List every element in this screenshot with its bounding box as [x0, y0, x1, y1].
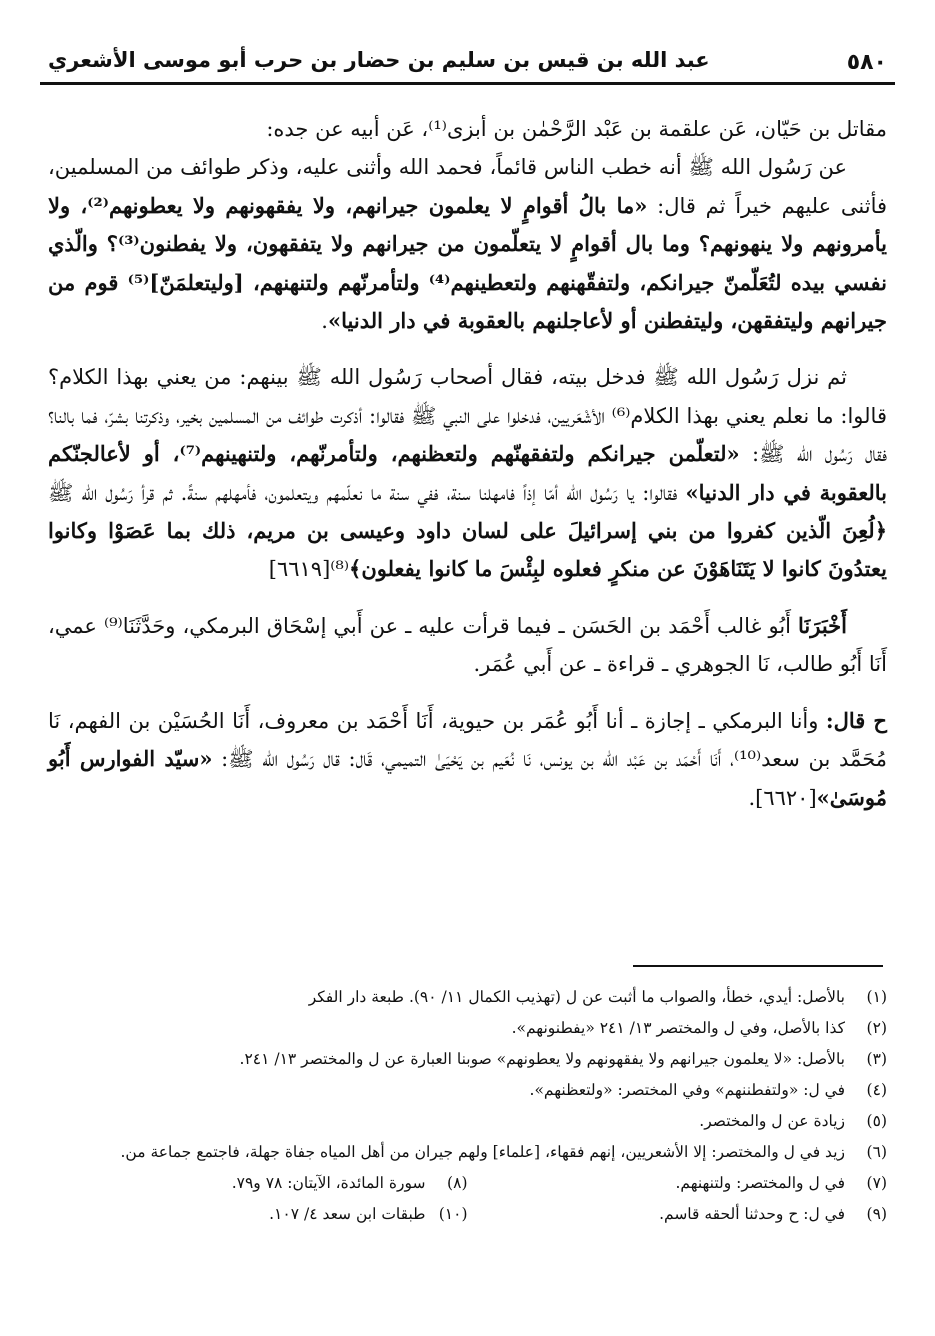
ha-qal-text: وأنا البرمكي ـ إجازة ـ أنا أَبُو عُمَر بن حيوية، أَنَا أَحْمَد بن معروف، أَنَا الحُسَيْن بن الفهم، نَا مُحَمَّد بن سعد⁽¹⁰⁾، أَنَا أَحْمَد بن عَبْد الله بن يونس، نَا نُعَيم بن يَحْيَىٰ التميمي، قَال: قال رَسُول الله ﷺ: [48, 708, 888, 772]
footnote-item [48, 1013, 887, 1044]
footnote-item [48, 1199, 468, 1230]
footnote-number: (٩) [866, 1205, 887, 1223]
footnote-number: (٧) [866, 1174, 887, 1192]
page-number: ٥٨٠ [846, 50, 887, 75]
footnote-item [48, 1137, 887, 1168]
footnote-number: (١) [866, 988, 887, 1006]
footnote-text: بالأصل: أيدي، خطأ، والصواب ما أثبت عن ل (تهذيب الكمال ١١/ ٩٠). طبعة دار الفكر [308, 988, 845, 1006]
footnote-text: بالأصل: «لا يعلمون جيرانهم ولا يفقهونهم ولا يعطونهم» صوبنا العبارة عن ل والمختصر ١٣/ ٢٤١. [239, 1050, 845, 1068]
ha-qal-word: ح قال: [825, 707, 887, 733]
footnote-item [48, 1044, 887, 1075]
footnote-rule [633, 965, 883, 967]
footnote-number: (٨) [447, 1174, 468, 1192]
paragraph-akhbarana [48, 607, 887, 684]
footnote-item [468, 1168, 888, 1199]
footnote-number: (٢) [866, 1019, 887, 1037]
hadith-intro: عن رَسُول الله ﷺ أنه خطب الناس قائماً، فحمد الله وأثنى عليه، وذكر طوائف من المسلمين، فأثنى عليهم خيراً ثم قال: [48, 155, 888, 218]
footnote-text: زيادة عن ل والمختصر. [699, 1112, 845, 1130]
footnote-pair-row [48, 1199, 887, 1230]
paragraph-isnad [48, 110, 887, 148]
quran-verse: ﴿لُعِنَ الّذين كفروا من بني إسرائيلَ على لسان داود وعيسى بن مريم، ذلك بما عَصَوْا وكانوا يعتدُونَ كانوا لا يَتَنَاهَوْنَ عن منكرٍ فعلوه لبِئْسَ ما كانوا يفعلون﴾ [48, 518, 887, 582]
footnote-number: (٥) [866, 1112, 887, 1130]
footnote-item [468, 1199, 888, 1230]
footnote-text: في ل والمختصر: ولتنهنهم. [675, 1174, 845, 1192]
footnote-text: زيد في ل والمختصر: إلا الأشعريين، إنهم فقهاء، [علماء] ولهم جيران من أهل المياه جفاة جهلة، فاجتمع جماعة من. [120, 1143, 845, 1161]
main-text [48, 110, 887, 817]
footnote-text: طبقات ابن سعد ٤/ ١٠٧. [269, 1205, 426, 1223]
footnote-number: (٤) [866, 1081, 887, 1099]
footnote-number: (١٠) [438, 1205, 468, 1223]
footnote-text: سورة المائدة، الآيتان: ٧٨ و٧٩. [231, 1174, 426, 1192]
footnotes [48, 982, 887, 1230]
isnad-text: مقاتل بن حَيّان، عَن علقمة بن عَبْد الرَّحْمٰن بن أبزى⁽¹⁾، عَن أبيه عن جده: [266, 117, 887, 141]
narrative-text: ثم نزل رَسُول الله ﷺ فدخل بيته، فقال أصحاب رَسُول الله ﷺ بينهم: من يعني بهذا الكلام؟ قالوا: ما نعلم يعني بهذا الكلام⁽⁶⁾ الأشْعَريين، فدخلوا على النبي ﷺ فقالوا: أذكرت طوائف من المسلمين بخير، وذكرتنا بشرّ، فما بالنا؟ فقال رَسُول الله ﷺ: [48, 365, 887, 467]
footnote-item [48, 1106, 887, 1137]
ha-qal-ref: [٦٦٢٠]. [748, 785, 817, 810]
narrative-ref: ⁽⁸⁾[٦٦١٩] [268, 557, 350, 582]
paragraph-narrative [48, 358, 887, 588]
paragraph-hadith [48, 148, 887, 340]
narrative-cont: فقالوا: يا رَسُول الله أمّا إذاً فامهلنا سنة، ففي سنة ما نعلّمهم ويتعلمون، فأمهلهم سنةً. ثم قرأ رَسُول الله ﷺ [48, 480, 686, 505]
footnote-text: كذا بالأصل، وفي ل والمختصر ١٣/ ٢٤١ «يفطنونهم». [511, 1019, 845, 1037]
narrative-quote: «لتعلّمن جيرانكم ولتفقهنّهم ولتعظنهم، ولتأمرنّهم، ولتنهينهم⁽⁷⁾، أو لأعالجنّكم بالعقوبة في دار الدنيا» [48, 441, 887, 505]
akhbarana-text: أَبُو غالب أَحْمَد بن الحَسَن ـ فيما قرأت عليه ـ عن أَبي إسْحَاق البرمكي، وحَدَّثَنَا⁽⁹⁾ عمي، أَنَا أَبُو طالب، نَا الجوهري ـ قراءة ـ عن أَبي عُمَر. [48, 613, 887, 677]
page-header [40, 38, 895, 88]
header-rule [40, 82, 895, 85]
ha-qal-quote: «سيّد الفوارس أَبُو مُوسَىٰ» [48, 746, 887, 810]
paragraph-ha-qal [48, 702, 887, 817]
hadith-end: . [321, 309, 328, 334]
running-title: عبد الله بن قيس بن سليم بن حضار بن حرب أبو موسى الأشعري [48, 48, 710, 72]
footnote-pair-row [48, 1168, 887, 1199]
hadith-quote: «ما بالُ أقوامٍ لا يعلمون جيرانهم، ولا يفقهونهم ولا يعطونهم⁽²⁾، ولا يأمرونهم ولا ينهونهم؟ وما بال أقوامٍ لا يتعلّمون من جيرانهم ولا يتفقهون، ولا يفطنون⁽³⁾؟ والّذي نفسي بيده لتُعَلّمنّ جيرانكم، ولتفقّهنهم ولتعطينهم⁽⁴⁾ ولتأمرنّهم ولتنهنهم، [وليتعلمَنّ]⁽⁵⁾ قوم من جيرانهم وليتفقهن، وليتفطنن أو لأعاجلنهم بالعقوبة في دار الدنيا» [48, 192, 887, 334]
footnote-number: (٦) [866, 1143, 887, 1161]
footnote-text: في ل: «ولتفطننهم» وفي المختصر: «ولتعظنهم». [529, 1081, 845, 1099]
footnote-item [48, 1075, 887, 1106]
footnote-text: في ل: ح وحدثنا ألحقه قاسم. [659, 1205, 845, 1223]
footnote-number: (٣) [866, 1050, 887, 1068]
footnote-item [48, 1168, 468, 1199]
footnote-item [48, 982, 887, 1013]
akhbarana-word: أَخْبَرَنَا [798, 612, 847, 638]
